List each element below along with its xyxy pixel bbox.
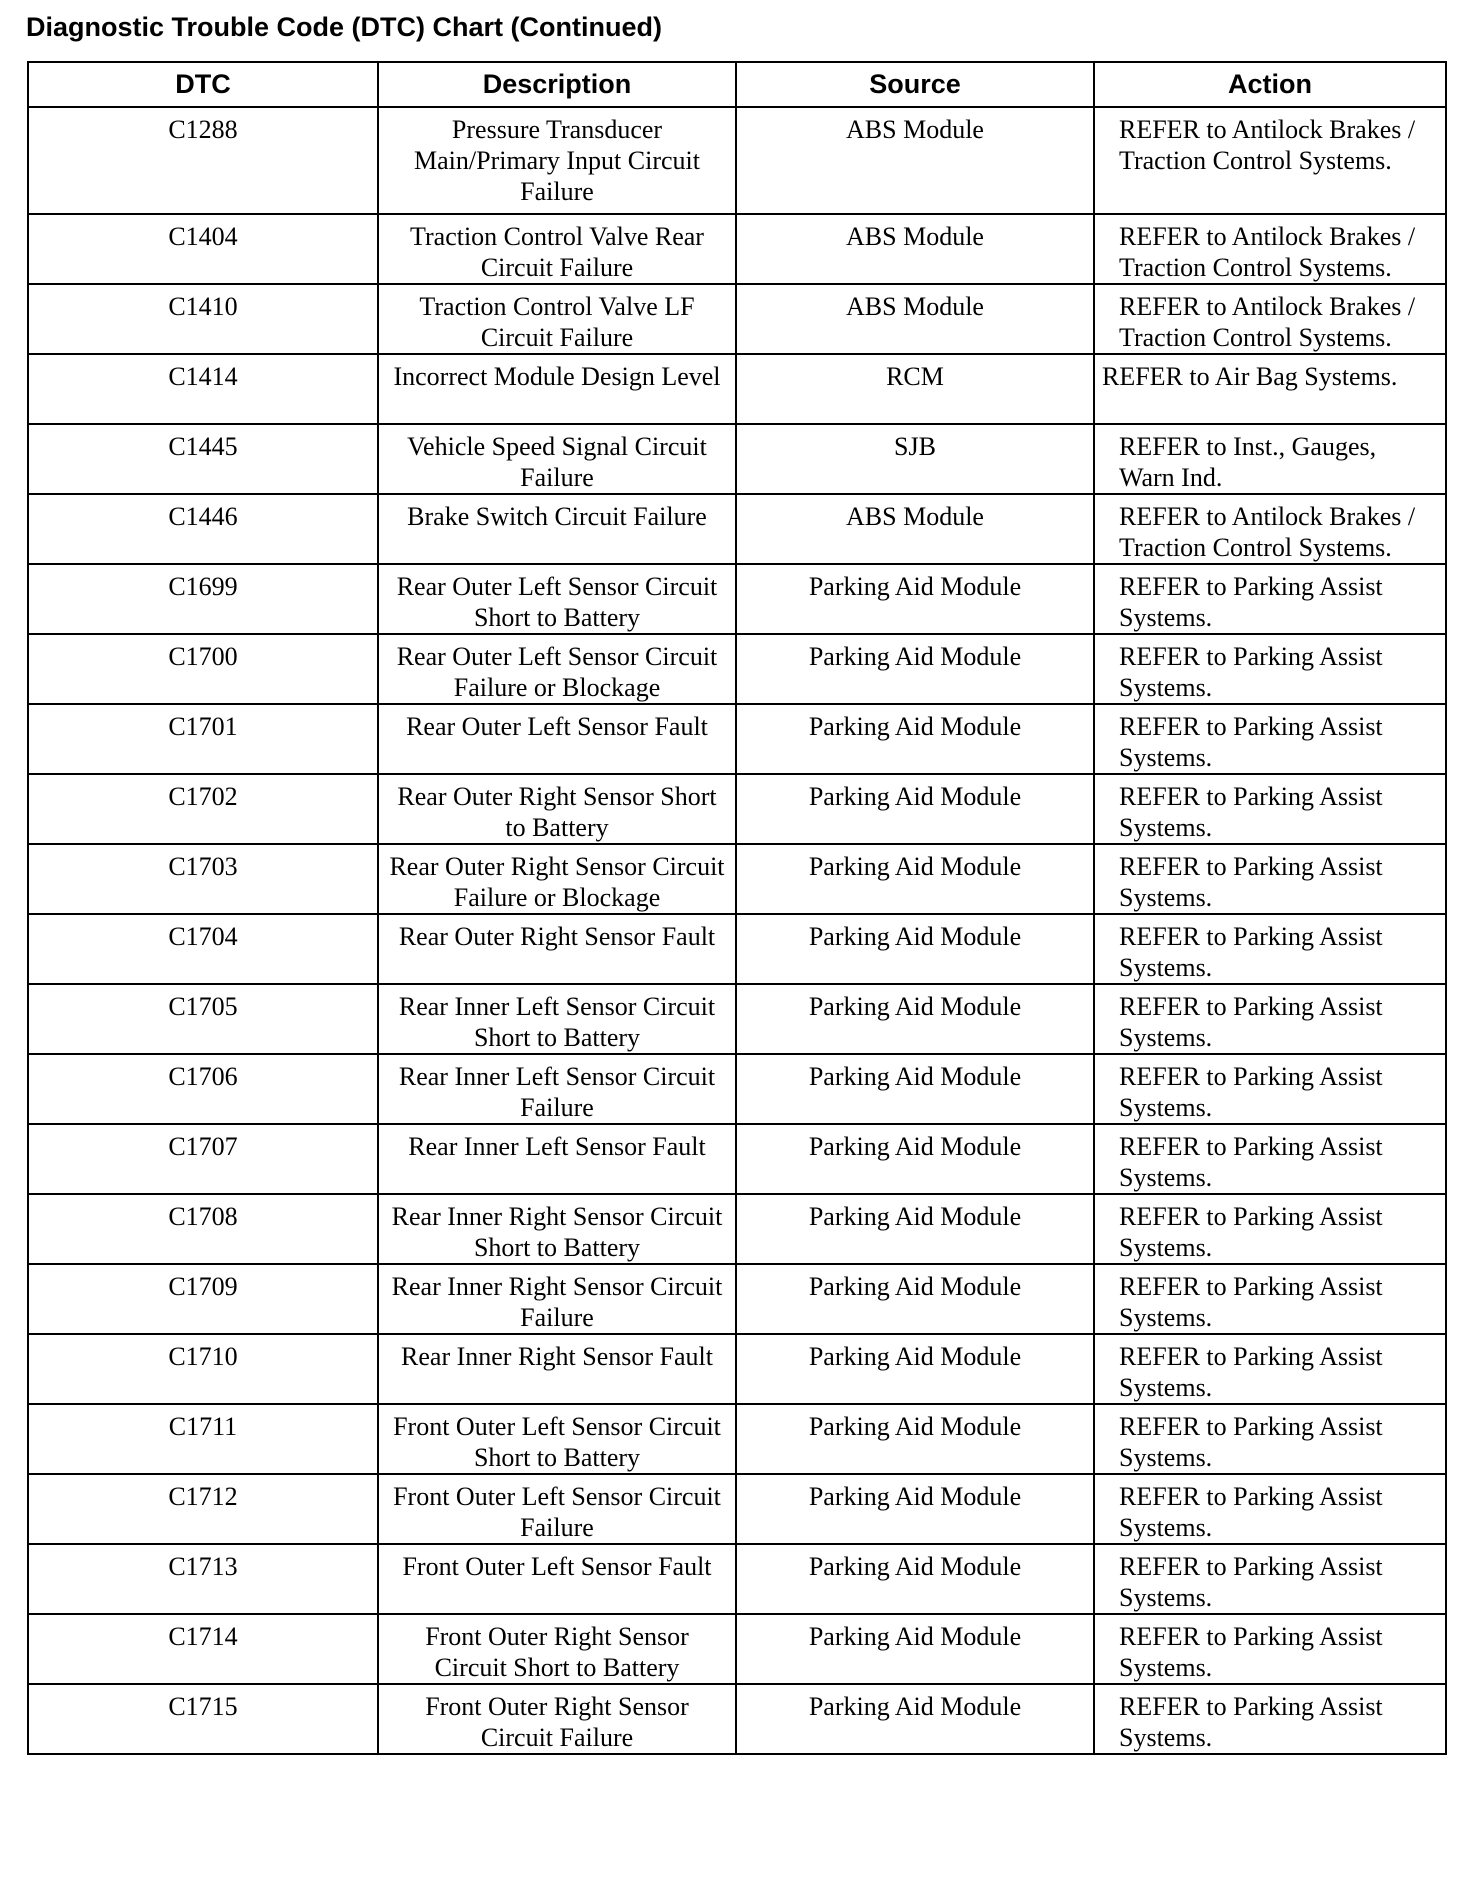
source-cell: Parking Aid Module xyxy=(736,984,1094,1054)
action-cell: REFER to Antilock Brakes / Traction Control Systems. xyxy=(1094,284,1446,354)
dtc-code-cell: C1410 xyxy=(28,284,378,354)
dtc-code-cell: C1446 xyxy=(28,494,378,564)
source-cell: ABS Module xyxy=(736,107,1094,214)
dtc-code-cell: C1288 xyxy=(28,107,378,214)
description-cell: Rear Inner Right Sensor Circuit Short to Battery xyxy=(378,1194,736,1264)
description-cell: Vehicle Speed Signal Circuit Failure xyxy=(378,424,736,494)
action-cell: REFER to Parking Assist Systems. xyxy=(1094,634,1446,704)
source-cell: ABS Module xyxy=(736,214,1094,284)
description-cell: Rear Outer Left Sensor Fault xyxy=(378,704,736,774)
action-cell: REFER to Antilock Brakes / Traction Control Systems. xyxy=(1094,107,1446,214)
source-cell: RCM xyxy=(736,354,1094,424)
action-cell: REFER to Air Bag Systems. xyxy=(1094,354,1446,424)
column-header-dtc: DTC xyxy=(28,62,378,107)
description-cell: Rear Inner Left Sensor Circuit Short to Battery xyxy=(378,984,736,1054)
table-row xyxy=(28,914,1446,984)
description-cell: Rear Outer Left Sensor Circuit Short to Battery xyxy=(378,564,736,634)
dtc-code-cell: C1705 xyxy=(28,984,378,1054)
action-cell: REFER to Parking Assist Systems. xyxy=(1094,1334,1446,1404)
description-cell: Brake Switch Circuit Failure xyxy=(378,494,736,564)
dtc-code-cell: C1445 xyxy=(28,424,378,494)
table-row xyxy=(28,1124,1446,1194)
description-cell: Rear Inner Right Sensor Fault xyxy=(378,1334,736,1404)
description-cell: Rear Outer Right Sensor Fault xyxy=(378,914,736,984)
source-cell: Parking Aid Module xyxy=(736,1054,1094,1124)
table-header-row xyxy=(28,62,1446,107)
description-cell: Incorrect Module Design Level xyxy=(378,354,736,424)
dtc-code-cell: C1714 xyxy=(28,1614,378,1684)
source-cell: Parking Aid Module xyxy=(736,564,1094,634)
table-row xyxy=(28,107,1446,214)
source-cell: Parking Aid Module xyxy=(736,1124,1094,1194)
action-cell: REFER to Parking Assist Systems. xyxy=(1094,1404,1446,1474)
description-cell: Front Outer Right Sensor Circuit Failure xyxy=(378,1684,736,1754)
table-row xyxy=(28,284,1446,354)
source-cell: Parking Aid Module xyxy=(736,774,1094,844)
description-cell: Rear Inner Left Sensor Fault xyxy=(378,1124,736,1194)
source-cell: Parking Aid Module xyxy=(736,1334,1094,1404)
page-title: Diagnostic Trouble Code (DTC) Chart (Continued) xyxy=(26,12,662,42)
dtc-code-cell: C1712 xyxy=(28,1474,378,1544)
action-cell: REFER to Parking Assist Systems. xyxy=(1094,1264,1446,1334)
action-cell: REFER to Parking Assist Systems. xyxy=(1094,1474,1446,1544)
action-cell: REFER to Antilock Brakes / Traction Control Systems. xyxy=(1094,494,1446,564)
dtc-code-cell: C1414 xyxy=(28,354,378,424)
table-row xyxy=(28,704,1446,774)
dtc-code-cell: C1704 xyxy=(28,914,378,984)
source-cell: Parking Aid Module xyxy=(736,1264,1094,1334)
source-cell: Parking Aid Module xyxy=(736,1404,1094,1474)
table-row xyxy=(28,1474,1446,1544)
table-row xyxy=(28,1264,1446,1334)
column-header-source: Source xyxy=(736,62,1094,107)
table-row xyxy=(28,634,1446,704)
action-cell: REFER to Parking Assist Systems. xyxy=(1094,1194,1446,1264)
description-cell: Pressure Transducer Main/Primary Input Circuit Failure xyxy=(378,107,736,214)
dtc-code-cell: C1706 xyxy=(28,1054,378,1124)
action-cell: REFER to Parking Assist Systems. xyxy=(1094,1544,1446,1614)
description-cell: Front Outer Right Sensor Circuit Short to Battery xyxy=(378,1614,736,1684)
column-header-action: Action xyxy=(1094,62,1446,107)
table-row xyxy=(28,564,1446,634)
dtc-code-cell: C1710 xyxy=(28,1334,378,1404)
action-cell: REFER to Parking Assist Systems. xyxy=(1094,984,1446,1054)
dtc-table xyxy=(27,61,1447,1755)
dtc-code-cell: C1700 xyxy=(28,634,378,704)
source-cell: Parking Aid Module xyxy=(736,1614,1094,1684)
action-cell: REFER to Parking Assist Systems. xyxy=(1094,1054,1446,1124)
description-cell: Front Outer Left Sensor Circuit Short to Battery xyxy=(378,1404,736,1474)
table-row xyxy=(28,1544,1446,1614)
dtc-code-cell: C1701 xyxy=(28,704,378,774)
dtc-code-cell: C1715 xyxy=(28,1684,378,1754)
description-cell: Rear Outer Left Sensor Circuit Failure or Blockage xyxy=(378,634,736,704)
action-cell: REFER to Parking Assist Systems. xyxy=(1094,704,1446,774)
description-cell: Front Outer Left Sensor Fault xyxy=(378,1544,736,1614)
action-cell: REFER to Parking Assist Systems. xyxy=(1094,774,1446,844)
source-cell: Parking Aid Module xyxy=(736,1684,1094,1754)
action-cell: REFER to Antilock Brakes / Traction Control Systems. xyxy=(1094,214,1446,284)
dtc-code-cell: C1709 xyxy=(28,1264,378,1334)
action-cell: REFER to Parking Assist Systems. xyxy=(1094,564,1446,634)
action-cell: REFER to Parking Assist Systems. xyxy=(1094,1124,1446,1194)
table-row xyxy=(28,354,1446,424)
source-cell: Parking Aid Module xyxy=(736,844,1094,914)
action-cell: REFER to Parking Assist Systems. xyxy=(1094,914,1446,984)
source-cell: SJB xyxy=(736,424,1094,494)
description-cell: Rear Outer Right Sensor Circuit Failure or Blockage xyxy=(378,844,736,914)
table-row xyxy=(28,1684,1446,1754)
source-cell: ABS Module xyxy=(736,284,1094,354)
table-row xyxy=(28,424,1446,494)
description-cell: Traction Control Valve LF Circuit Failure xyxy=(378,284,736,354)
table-row xyxy=(28,774,1446,844)
table-row xyxy=(28,1334,1446,1404)
dtc-code-cell: C1404 xyxy=(28,214,378,284)
description-cell: Rear Outer Right Sensor Short to Battery xyxy=(378,774,736,844)
table-row xyxy=(28,1614,1446,1684)
source-cell: Parking Aid Module xyxy=(736,1544,1094,1614)
source-cell: Parking Aid Module xyxy=(736,1194,1094,1264)
action-cell: REFER to Inst., Gauges, Warn Ind. xyxy=(1094,424,1446,494)
dtc-code-cell: C1713 xyxy=(28,1544,378,1614)
action-cell: REFER to Parking Assist Systems. xyxy=(1094,1614,1446,1684)
source-cell: Parking Aid Module xyxy=(736,634,1094,704)
table-row xyxy=(28,1194,1446,1264)
table-row xyxy=(28,494,1446,564)
action-cell: REFER to Parking Assist Systems. xyxy=(1094,1684,1446,1754)
dtc-code-cell: C1699 xyxy=(28,564,378,634)
source-cell: Parking Aid Module xyxy=(736,704,1094,774)
description-cell: Traction Control Valve Rear Circuit Failure xyxy=(378,214,736,284)
description-cell: Rear Inner Right Sensor Circuit Failure xyxy=(378,1264,736,1334)
source-cell: Parking Aid Module xyxy=(736,1474,1094,1544)
dtc-code-cell: C1708 xyxy=(28,1194,378,1264)
dtc-code-cell: C1711 xyxy=(28,1404,378,1474)
source-cell: Parking Aid Module xyxy=(736,914,1094,984)
dtc-code-cell: C1703 xyxy=(28,844,378,914)
table-row xyxy=(28,1404,1446,1474)
table-row xyxy=(28,1054,1446,1124)
action-cell: REFER to Parking Assist Systems. xyxy=(1094,844,1446,914)
description-cell: Rear Inner Left Sensor Circuit Failure xyxy=(378,1054,736,1124)
dtc-code-cell: C1707 xyxy=(28,1124,378,1194)
dtc-code-cell: C1702 xyxy=(28,774,378,844)
table-row xyxy=(28,844,1446,914)
description-cell: Front Outer Left Sensor Circuit Failure xyxy=(378,1474,736,1544)
table-row xyxy=(28,984,1446,1054)
source-cell: ABS Module xyxy=(736,494,1094,564)
table-row xyxy=(28,214,1446,284)
column-header-description: Description xyxy=(378,62,736,107)
